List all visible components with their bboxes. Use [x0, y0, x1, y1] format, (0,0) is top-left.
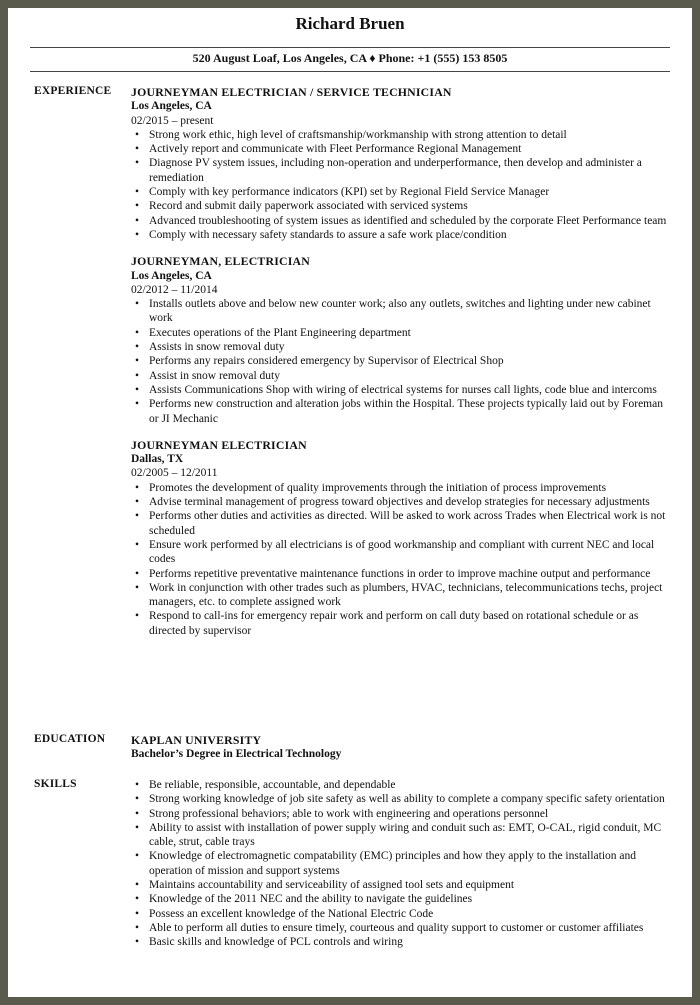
- bullet-icon: •: [135, 921, 140, 934]
- bullet-icon: •: [135, 398, 140, 411]
- list-item: [131, 383, 671, 397]
- list-item: [131, 199, 671, 213]
- experience-label: EXPERIENCE: [34, 85, 112, 97]
- list-item-text: Performs any repairs considered emergency by Supervisor of Electrical Shop: [149, 355, 504, 368]
- list-item-text: Installs outlets above and below new counter work; also any outlets, switches and lighting under new cabinet work: [149, 298, 651, 325]
- list-item: [131, 807, 671, 821]
- education-school: KAPLAN UNIVERSITY: [131, 733, 262, 747]
- list-item-text: Able to perform all duties to ensure timely, courteous and quality support to customer or customer affiliates: [149, 921, 644, 934]
- bullet-icon: •: [135, 779, 140, 791]
- skills-label: SKILLS: [34, 778, 77, 790]
- list-item: [131, 892, 671, 906]
- bullet-icon: •: [135, 214, 140, 227]
- job-entry: [131, 85, 671, 242]
- education-label: EDUCATION: [34, 733, 106, 745]
- job-location: Dallas, TX: [131, 453, 184, 466]
- bullet-icon: •: [135, 128, 140, 141]
- bullet-icon: •: [135, 936, 140, 949]
- list-item: [131, 397, 671, 426]
- job-dates: 02/2015 – present: [131, 114, 214, 127]
- bullet-icon: •: [135, 369, 140, 382]
- list-item: [131, 567, 671, 581]
- list-item: [131, 538, 671, 567]
- list-item-text: Assists in snow removal duty: [149, 341, 285, 354]
- bullet-icon: •: [135, 581, 140, 594]
- job-bullets: [131, 297, 671, 426]
- list-item: [131, 878, 671, 892]
- contact-line: 520 August Loaf, Los Angeles, CA ♦ Phone: +1 (555) 153 8505: [192, 51, 508, 65]
- list-item-text: Strong professional behaviors; able to work with engineering and operations personnel: [149, 807, 549, 820]
- bullet-icon: •: [135, 850, 140, 863]
- list-item-text: Ensure work performed by all electricians is of good workmanship and compliant with current NEC and local codes: [149, 538, 655, 566]
- experience-body: [131, 85, 671, 650]
- list-item-text: Ability to assist with installation of power supply wiring and conduit such as: EMT, O-CAL, rigid conduit, MC cable, strut, cable trays: [149, 821, 662, 849]
- list-item-text: Maintains accountability and serviceability of assigned tool sets and equipment: [149, 879, 515, 892]
- list-item-text: Strong work ethic, high level of craftsmanship/workmanship with strong attention to detail: [149, 128, 567, 141]
- job-location: Los Angeles, CA: [131, 269, 212, 282]
- list-item-text: Be reliable, responsible, accountable, and dependable: [149, 779, 396, 791]
- bullet-icon: •: [135, 228, 140, 241]
- list-item: [131, 481, 671, 495]
- job-title: JOURNEYMAN ELECTRICIAN / SERVICE TECHNICIAN: [131, 85, 452, 99]
- bullet-icon: •: [135, 481, 140, 494]
- education-degree: Bachelor’s Degree in Electrical Technology: [131, 748, 342, 761]
- education-body: [131, 733, 671, 762]
- job-entry: [131, 254, 671, 426]
- list-item: [131, 792, 671, 806]
- job-entry: [131, 438, 671, 638]
- job-title: JOURNEYMAN ELECTRICIAN: [131, 437, 307, 452]
- list-item-text: Performs other duties and activities as directed. Will be asked to work across Trades when Electrical work is not scheduled: [149, 510, 666, 537]
- header-top-rule: [30, 47, 670, 48]
- list-item: [131, 156, 671, 185]
- list-item-text: Diagnose PV system issues, including non-operation and underperformance, then develop and administer a remediation: [149, 157, 642, 184]
- list-item: [131, 849, 671, 878]
- bullet-icon: •: [135, 567, 140, 580]
- list-item-text: Possess an excellent knowledge of the National Electric Code: [149, 907, 434, 920]
- bullet-icon: •: [135, 793, 140, 806]
- list-item-text: Assists Communications Shop with wiring of electrical systems for nurses call lights, code blue and intercoms: [149, 383, 657, 396]
- bullet-icon: •: [135, 807, 140, 820]
- job-bullets: [131, 128, 671, 242]
- list-item: [131, 509, 671, 538]
- skills-list: [131, 778, 671, 950]
- list-item-text: Promotes the development of quality improvements through the initiation of process improvements: [149, 481, 607, 494]
- bullet-icon: •: [135, 538, 140, 551]
- list-item: [131, 228, 671, 242]
- list-item-text: Advise terminal management of progress toward objectives and develop strategies for necessary adjustments: [149, 496, 650, 509]
- bullet-icon: •: [135, 510, 140, 523]
- list-item: [131, 935, 671, 949]
- list-item: [131, 128, 671, 142]
- list-item-text: Comply with key performance indicators (KPI) set by Regional Field Service Manager: [149, 186, 550, 199]
- list-item-text: Performs new construction and alteration jobs within the Hospital. These projects typically laid out by Foreman or JI Mechanic: [149, 398, 663, 425]
- job-location: Los Angeles, CA: [131, 100, 212, 113]
- bullet-icon: •: [135, 383, 140, 396]
- bullet-icon: •: [135, 200, 140, 213]
- list-item: [131, 340, 671, 354]
- list-item: [131, 581, 671, 610]
- bullet-icon: •: [135, 879, 140, 892]
- bullet-icon: •: [135, 341, 140, 354]
- list-item-text: Actively report and communicate with Fleet Performance Regional Management: [149, 143, 522, 156]
- list-item: [131, 778, 671, 792]
- list-item-text: Performs repetitive preventative maintenance functions in order to improve machine output and performance: [149, 567, 651, 580]
- list-item: [131, 821, 671, 850]
- skills-body: [131, 778, 671, 950]
- job-dates: 02/2005 – 12/2011: [131, 467, 218, 480]
- list-item: [131, 369, 671, 383]
- list-item: [131, 921, 671, 935]
- job-bullets: [131, 481, 671, 638]
- list-item-text: Comply with necessary safety standards to assure a safe work place/condition: [149, 228, 507, 241]
- list-item-text: Work in conjunction with other trades such as plumbers, HVAC, technicians, telecommunications techs, project managers, etc. to complete assigned work: [149, 581, 663, 609]
- list-item-text: Record and submit daily paperwork associated with serviced systems: [149, 200, 468, 213]
- list-item-text: Basic skills and knowledge of PCL controls and wiring: [149, 936, 403, 949]
- list-item-text: Assist in snow removal duty: [149, 369, 280, 382]
- bullet-icon: •: [135, 821, 140, 834]
- list-item: [131, 185, 671, 199]
- list-item-text: Knowledge of electromagnetic compatability (EMC) principles and how they apply to the installation and operation of mission and support systems: [149, 850, 637, 877]
- bullet-icon: •: [135, 143, 140, 156]
- list-item-text: Respond to call-ins for emergency repair work and perform on call duty based on rotational schedule or as directed by supervisor: [149, 610, 639, 637]
- job-dates: 02/2012 – 11/2014: [131, 283, 218, 296]
- list-item: [131, 609, 671, 638]
- bullet-icon: •: [135, 610, 140, 623]
- job-title: JOURNEYMAN, ELECTRICIAN: [131, 254, 310, 269]
- list-item-text: Strong working knowledge of job site safety as well as ability to complete a company specific safety orientation: [149, 793, 665, 806]
- list-item: [131, 495, 671, 509]
- bullet-icon: •: [135, 496, 140, 509]
- bullet-icon: •: [135, 298, 140, 311]
- list-item-text: Advanced troubleshooting of system issues as identified and scheduled by the corporate Fleet Performance team: [149, 214, 667, 227]
- list-item: [131, 142, 671, 156]
- bullet-icon: •: [135, 157, 140, 170]
- bullet-icon: •: [135, 326, 140, 339]
- bullet-icon: •: [135, 907, 140, 920]
- list-item: [131, 214, 671, 228]
- list-item-text: Knowledge of the 2011 NEC and the ability to navigate the guidelines: [149, 893, 473, 906]
- list-item: [131, 297, 671, 326]
- list-item: [131, 354, 671, 368]
- candidate-name: Richard Bruen: [295, 14, 405, 33]
- bullet-icon: •: [135, 186, 140, 199]
- bullet-icon: •: [135, 355, 140, 368]
- list-item: [131, 907, 671, 921]
- bullet-icon: •: [135, 893, 140, 906]
- resume-page: [8, 8, 692, 997]
- list-item: [131, 326, 671, 340]
- list-item-text: Executes operations of the Plant Engineering department: [149, 326, 411, 339]
- header-bottom-rule: [30, 71, 670, 72]
